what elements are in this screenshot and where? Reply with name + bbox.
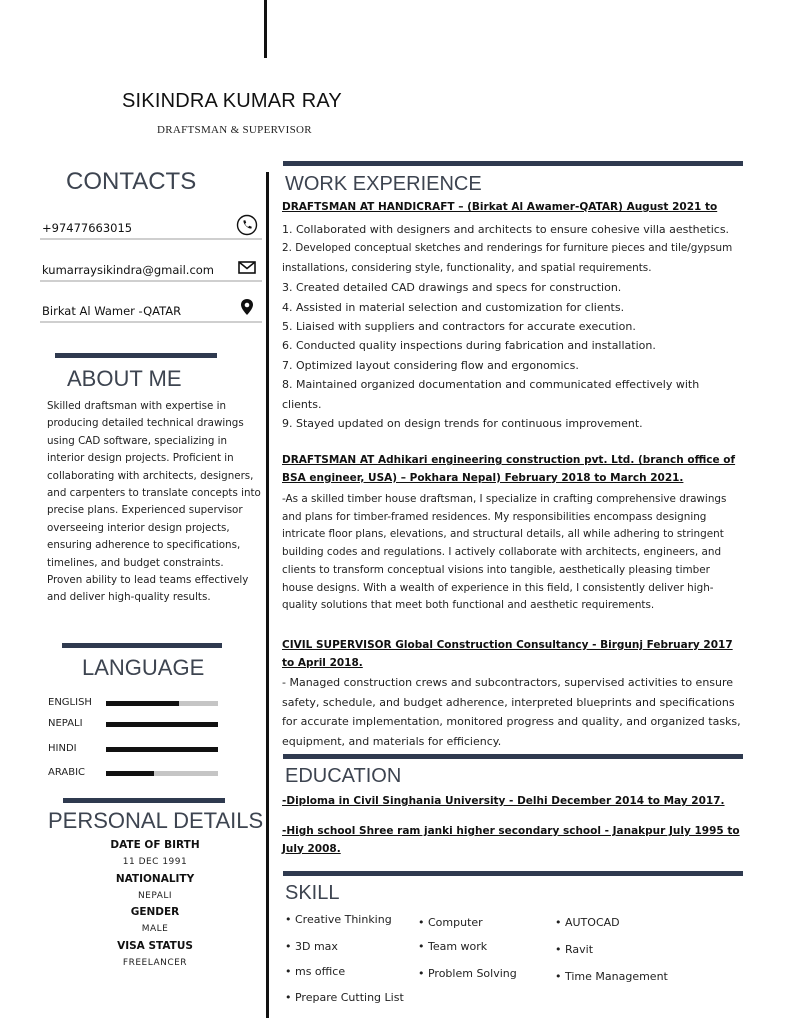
- job-title: DRAFTSMAN AT Adhikari engineering construction pvt. Ltd. (branch office of BSA engineer, USA) – Pokhara Nepal) February 2018 to March 2021.: [282, 454, 736, 484]
- nationality-value: NEPALI: [137, 891, 173, 901]
- language-level-track: [106, 701, 218, 706]
- language-level-fill: [106, 701, 179, 706]
- mail-icon: [236, 256, 258, 278]
- job-description: - Managed construction crews and subcontractors, supervised activities to ensure safety, schedule, and budget adherence, interpreted blueprints and specifications for accurate implementation, monitored progress and quality, and organized tasks, equipment, and materials for efficiency.: [282, 676, 741, 748]
- skill-item: • AUTOCAD: [555, 916, 620, 929]
- skill-item: • 3D max: [285, 940, 338, 953]
- list-item: 7. Optimized layout considering flow and ergonomics.: [282, 358, 579, 372]
- language-level-track: [106, 771, 218, 776]
- list-item: 3. Created detailed CAD drawings and specs for construction.: [282, 281, 622, 295]
- skill-item: • Prepare Cutting List: [285, 991, 404, 1004]
- work-experience-heading: WORK EXPERIENCE: [285, 173, 482, 195]
- phone-icon: [236, 214, 258, 236]
- nationality-label: NATIONALITY: [115, 873, 195, 885]
- job-responsibilities: [282, 220, 742, 433]
- list-item: 8. Maintained organized documentation and communicated effectively with clients.: [282, 378, 700, 411]
- dob-value: 11 DEC 1991: [122, 857, 188, 867]
- about-heading: ABOUT ME: [67, 366, 182, 391]
- skill-item: • Creative Thinking: [285, 913, 392, 926]
- language-level-fill: [106, 747, 218, 752]
- contact-email-row: [40, 256, 262, 282]
- education-item: -Diploma in Civil Singhania University - Delhi December 2014 to May 2017.: [282, 795, 725, 807]
- left-section-bar: [63, 798, 225, 803]
- job-title: CIVIL SUPERVISOR Global Construction Consultancy - Birgunj February 2017 to April 2018.: [282, 639, 733, 669]
- skill-item: • Computer: [418, 916, 483, 929]
- list-item: 2. Developed conceptual sketches and renderings for furniture pieces and tile/gypsum installations, considering style, functionality, and spatial requirements.: [282, 242, 733, 274]
- skill-heading: SKILL: [285, 882, 340, 904]
- language-row: [48, 697, 220, 711]
- gender-label: GENDER: [130, 906, 180, 918]
- language-name: ENGLISH: [48, 697, 92, 708]
- gender-value: MALE: [141, 924, 169, 934]
- language-name: HINDI: [48, 743, 77, 754]
- job-description: -As a skilled timber house draftsman, I specialize in crafting comprehensive drawings and plans for timber-framed residences. My responsibilities encompass designing intricate floor plans, elevations, and structural details, all while adhering to stringent building codes and regulations. I actively collaborate with architects, engineers, and clients to transform conceptual visions into tangible, aesthetically pleasing timber house designs. With a wealth of experience in this field, I consistently deliver high-quality solutions that meet both functional and aesthetic requirements.: [282, 493, 727, 612]
- language-name: NEPALI: [48, 718, 83, 729]
- language-row: [48, 718, 220, 732]
- list-item: 6. Conducted quality inspections during fabrication and installation.: [282, 339, 656, 353]
- contact-phone-row: [40, 214, 262, 240]
- language-heading: LANGUAGE: [82, 655, 205, 680]
- candidate-role: DRAFTSMAN & SUPERVISOR: [157, 124, 312, 136]
- phone-number[interactable]: +97477663015: [42, 221, 133, 235]
- list-item: 9. Stayed updated on design trends for continuous improvement.: [282, 417, 643, 431]
- left-section-bar: [62, 643, 222, 648]
- about-text: Skilled draftsman with expertise in producing detailed technical drawings using CAD software, specializing in interior design projects. Proficient in collaborating with architects, designers, and carpenters to translate concepts into precise plans. Experienced supervisor overseeing interior design projects, ensuring adherence to specifications, timelines, and budget constraints. Proven ability to lead teams effectively and deliver high-quality results.: [47, 400, 261, 604]
- visa-value: FREELANCER: [122, 958, 188, 968]
- left-section-bar: [55, 353, 217, 358]
- personal-details-heading: PERSONAL DETAILS: [48, 808, 264, 833]
- list-item: 5. Liaised with suppliers and contractors for accurate execution.: [282, 320, 636, 334]
- list-item: 1. Collaborated with designers and architects to ensure cohesive villa aesthetics.: [282, 223, 730, 236]
- location-text: Birkat Al Wamer -QATAR: [42, 304, 182, 318]
- language-level-track: [106, 722, 218, 727]
- language-level-fill: [106, 722, 218, 727]
- location-pin-icon: [236, 297, 258, 319]
- skill-item: • ms office: [285, 965, 346, 978]
- language-level-fill: [106, 771, 154, 776]
- language-row: [48, 767, 220, 781]
- skill-item: • Team work: [418, 940, 488, 953]
- top-divider: [264, 0, 267, 58]
- dob-label: DATE OF BIRTH: [110, 839, 200, 851]
- column-divider: [266, 172, 269, 1018]
- language-level-track: [106, 747, 218, 752]
- job-title: DRAFTSMAN AT HANDICRAFT – (Birkat Al Awamer-QATAR) August 2021 to: [282, 201, 718, 213]
- contacts-heading: CONTACTS: [66, 168, 197, 195]
- right-section-bar: [283, 161, 743, 166]
- right-section-bar: [283, 871, 743, 876]
- email-address[interactable]: kumarraysikindra@gmail.com: [42, 263, 215, 277]
- skill-item: • Problem Solving: [418, 967, 517, 980]
- contact-location-row: [40, 297, 262, 323]
- education-heading: EDUCATION: [285, 765, 402, 787]
- skill-item: • Time Management: [555, 970, 668, 983]
- education-item: -High school Shree ram janki higher secondary school - Janakpur July 1995 to July 2008.: [282, 825, 740, 855]
- right-section-bar: [283, 754, 743, 759]
- skill-item: • Ravit: [555, 943, 594, 956]
- candidate-name: SIKINDRA KUMAR RAY: [122, 90, 342, 112]
- language-name: ARABIC: [48, 767, 86, 778]
- language-row: [48, 743, 220, 757]
- list-item: 4. Assisted in material selection and customization for clients.: [282, 300, 625, 314]
- visa-label: VISA STATUS: [117, 940, 193, 952]
